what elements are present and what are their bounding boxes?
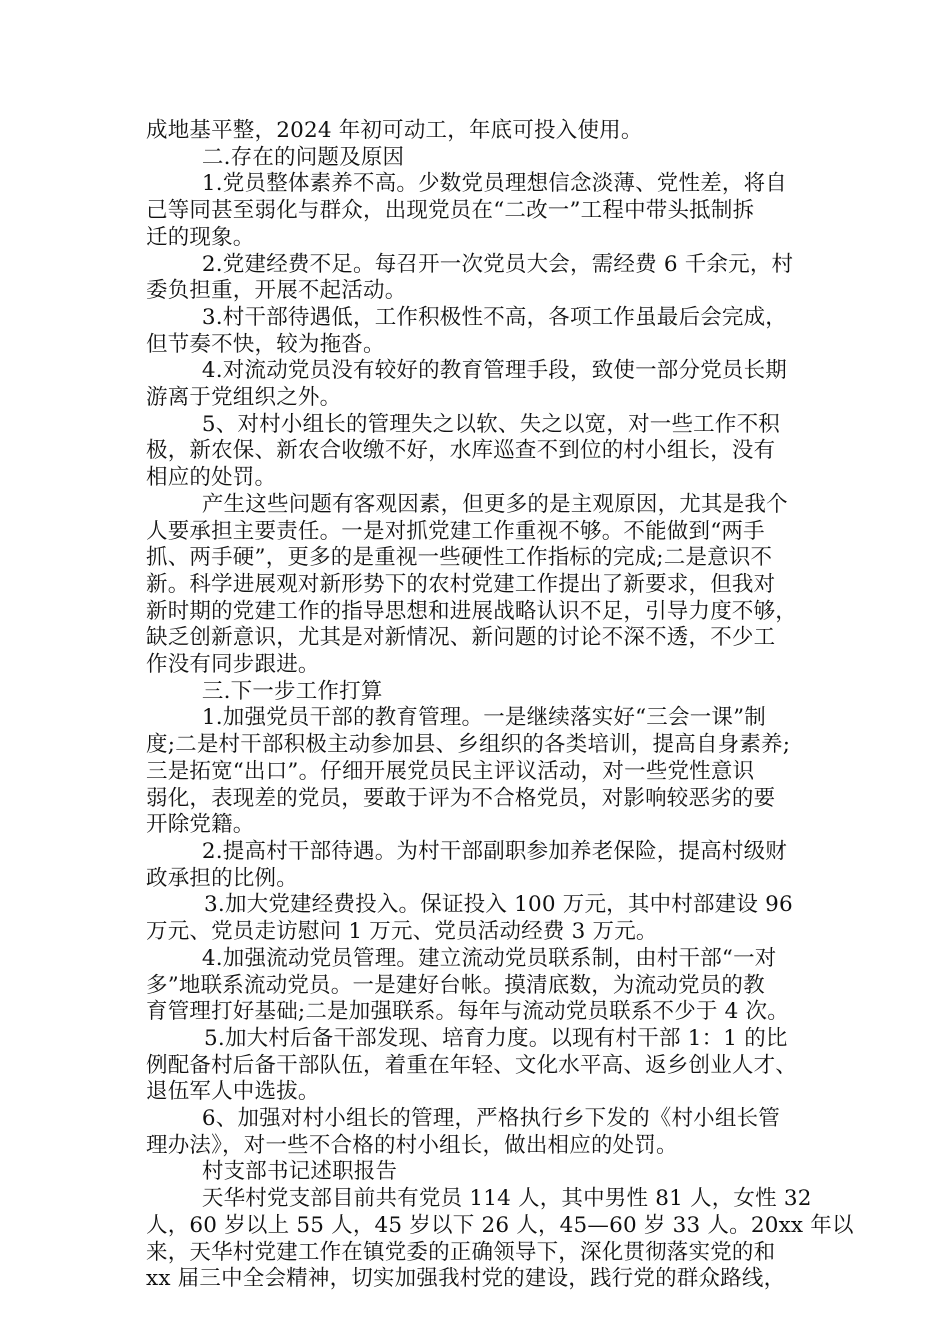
document-text-line: 产生这些问题有客观因素，但更多的是主观原因，尤其是我个 xyxy=(201,491,788,517)
document-page xyxy=(146,118,854,1293)
document-text-line: 极，新农保、新农合收缴不好，水库巡查不到位的村小组长，没有 xyxy=(146,438,776,464)
document-text-line: 抓、两手硬”，更多的是重视一些硬性工作指标的完成;二是意识不 xyxy=(146,545,773,571)
document-text-line: 三是拓宽“出口”。仔细开展党员民主评议活动，对一些党性意识 xyxy=(146,758,755,784)
document-text-line: 育管理打好基础;二是加强联系。每年与流动党员联系不少于 4 次。 xyxy=(146,999,789,1025)
document-text-line: 3.加大党建经费投入。保证投入 100 万元，其中村部建设 96 xyxy=(204,892,793,918)
document-text-line: 5.加大村后备干部发现、培育力度。以现有村干部 1：1 的比 xyxy=(204,1025,788,1051)
document-text-line: 二.存在的问题及原因 xyxy=(201,144,405,170)
document-text-line: 委负担重，开展不起活动。 xyxy=(146,278,407,304)
document-text-line: 新。科学进展观对新形势下的农村党建工作提出了新要求，但我对 xyxy=(146,571,776,597)
document-text-line: 己等同甚至弱化与群众，出现党员在“二改一”工程中带头抵制拆 xyxy=(146,198,755,224)
document-text-line: 政承担的比例。 xyxy=(146,865,298,891)
document-text-line: 人要承担主要责任。一是对抓党建工作重视不够。不能做到“两手 xyxy=(146,518,765,544)
document-text-line: 弱化，表现差的党员，要敢于评为不合格党员，对影响较恶劣的要 xyxy=(146,785,776,811)
document-text-line: 开除党籍。 xyxy=(146,812,255,838)
document-text-line: 3.村干部待遇低，工作积极性不高，各项工作虽最后会完成， xyxy=(201,304,788,330)
document-text-line: 但节奏不快，较为拖沓。 xyxy=(146,331,385,357)
document-text-line: 理办法》，对一些不合格的村小组长，做出相应的处罚。 xyxy=(146,1132,678,1158)
document-text-line: xx 届三中全会精神，切实加强我村党的建设，践行党的群众路线， xyxy=(146,1266,786,1292)
document-text-line: 人，60 岁以上 55 人，45 岁以下 26 人，45—60 岁 33 人。20xx 年以 xyxy=(146,1212,854,1238)
document-text-line: 万元、党员走访慰问 1 万元、党员活动经费 3 万元。 xyxy=(146,919,658,945)
document-text-line: 来，天华村党建工作在镇党委的正确领导下，深化贯彻落实党的和 xyxy=(146,1239,776,1265)
document-text-line: 天华村党支部目前共有党员 114 人，其中男性 81 人，女性 32 xyxy=(201,1186,812,1212)
document-text-line: 相应的处罚。 xyxy=(146,465,277,491)
document-text-line: 成地基平整，2024 年初可动工，年底可投入使用。 xyxy=(146,118,643,143)
document-text-line: 三.下一步工作打算 xyxy=(201,678,383,704)
document-text-line: 2.党建经费不足。每召开一次党员大会，需经费 6 千余元，村 xyxy=(201,251,794,277)
document-text-line: 迁的现象。 xyxy=(146,224,255,250)
document-text-line: 1.加强党员干部的教育管理。一是继续落实好“三会一课”制 xyxy=(201,705,766,731)
document-text-line: 新时期的党建工作的指导思想和进展战略认识不足，引导力度不够， xyxy=(146,598,798,624)
document-text-line: 游离于党组织之外。 xyxy=(146,385,342,411)
document-text-line: 例配备村后备干部队伍，着重在年轻、文化水平高、返乡创业人才、 xyxy=(146,1052,798,1078)
document-text-line: 6、加强对村小组长的管理，严格执行乡下发的《村小组长管 xyxy=(201,1106,780,1132)
document-text-line: 2.提高村干部待遇。为村干部副职参加养老保险，提高村级财 xyxy=(201,838,788,864)
document-text-line: 5、对村小组长的管理失之以软、失之以宽，对一些工作不积 xyxy=(201,411,780,437)
document-text-line: 村支部书记述职报告 xyxy=(201,1159,398,1185)
document-text-line: 作没有同步跟进。 xyxy=(146,652,320,678)
document-text-line: 4.对流动党员没有较好的教育管理手段，致使一部分党员长期 xyxy=(201,358,788,384)
document-text-line: 缺乏创新意识，尤其是对新情况、新问题的讨论不深不透，不少工 xyxy=(146,625,776,651)
document-text-line: 4.加强流动党员管理。建立流动党员联系制，由村干部“一对 xyxy=(201,945,777,971)
document-text-line: 1.党员整体素养不高。少数党员理想信念淡薄、党性差，将自 xyxy=(201,171,788,197)
document-text-line: 退伍军人中选拔。 xyxy=(146,1079,320,1105)
document-text-line: 度;二是村干部积极主动参加县、乡组织的各类培训，提高自身素养; xyxy=(146,732,791,758)
document-text-line: 多”地联系流动党员。一是建好台帐。摸清底数，为流动党员的教 xyxy=(146,972,765,998)
